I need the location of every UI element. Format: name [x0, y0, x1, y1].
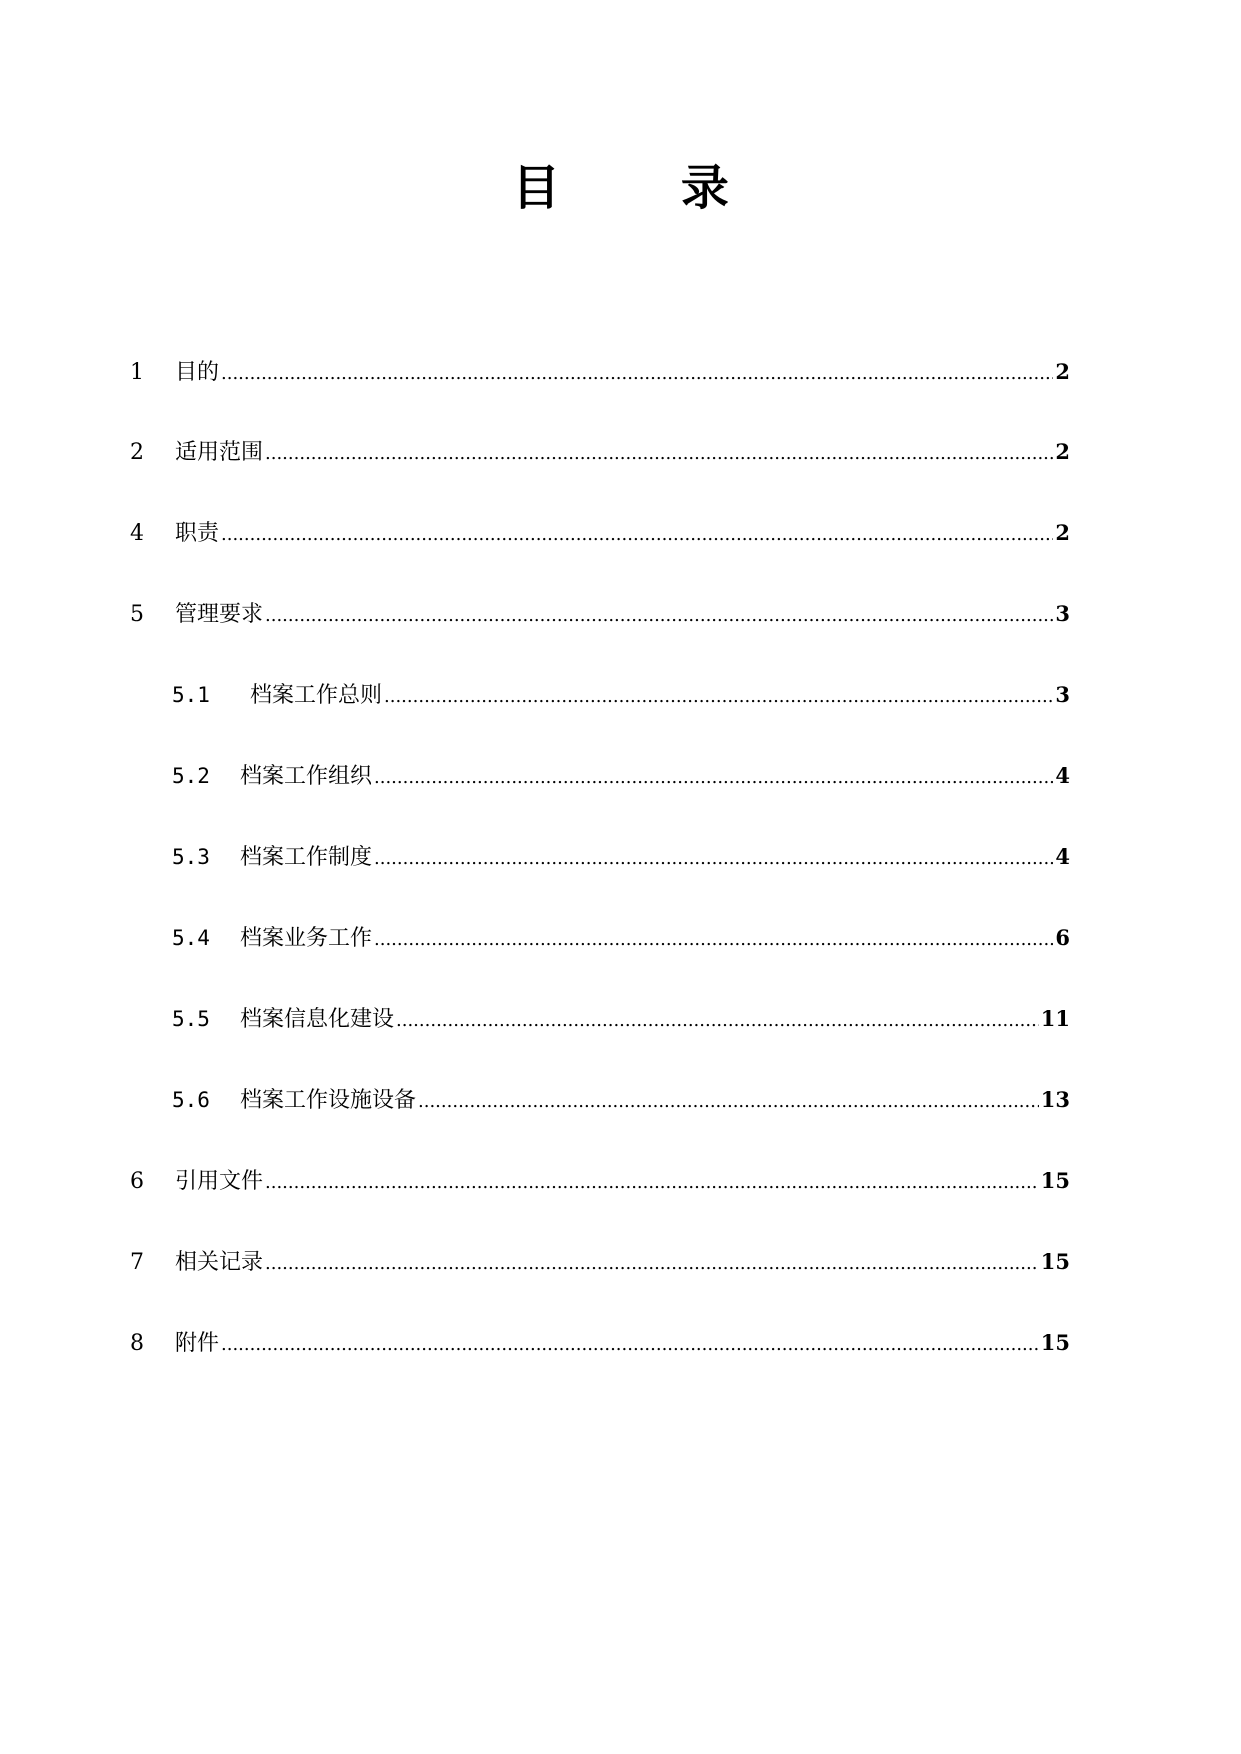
toc-entry[interactable]	[172, 841, 1070, 873]
toc-leader-dots	[265, 600, 1053, 632]
toc-entry-page: 15	[1040, 1330, 1070, 1355]
toc-entry-label: 档案工作设施设备	[240, 1088, 417, 1113]
toc-entry-number: 5.4	[172, 926, 210, 950]
toc-entry-label: 档案工作总则	[250, 683, 383, 708]
toc-leader-dots	[374, 843, 1053, 875]
toc-entry[interactable]	[130, 1327, 1070, 1359]
toc-leader-dots	[265, 1248, 1039, 1280]
toc-entry[interactable]	[130, 356, 1070, 388]
toc-entry-label: 档案业务工作	[240, 926, 373, 951]
toc-entry-number: 8	[130, 1331, 144, 1356]
toc-entry-number: 2	[130, 440, 144, 465]
toc-leader-dots	[374, 762, 1053, 794]
toc-entry-page: 15	[1040, 1249, 1070, 1274]
toc-entry-page: 3	[1055, 682, 1070, 707]
toc-entry-number: 5.2	[172, 764, 210, 788]
toc-entry-label: 档案工作组织	[240, 764, 373, 789]
toc-entry-number: 5.1	[172, 683, 210, 707]
toc-entry-page: 2	[1055, 359, 1070, 384]
toc-entry-label: 目的	[175, 360, 220, 385]
toc-leader-dots	[418, 1086, 1039, 1118]
toc-entry-page: 11	[1040, 1006, 1070, 1031]
toc-entry-label: 相关记录	[175, 1250, 264, 1275]
toc-entry-number: 5.5	[172, 1007, 210, 1031]
toc-entry-number: 6	[130, 1169, 144, 1194]
toc-entry[interactable]	[130, 1246, 1070, 1278]
toc-entry-number: 5	[130, 602, 144, 627]
toc-entry[interactable]	[130, 436, 1070, 468]
toc-entry[interactable]	[172, 760, 1070, 792]
toc-title: 目 录	[512, 160, 781, 216]
toc-entry-number: 4	[130, 521, 144, 546]
toc-entry[interactable]	[172, 1084, 1070, 1116]
toc-entry[interactable]	[172, 679, 1070, 711]
toc-entry-page: 6	[1055, 925, 1070, 950]
toc-entry-page: 4	[1055, 763, 1070, 788]
toc-entry-page: 2	[1055, 439, 1070, 464]
toc-leader-dots	[221, 358, 1053, 390]
toc-leader-dots	[396, 1005, 1039, 1037]
toc-leader-dots	[221, 519, 1053, 551]
toc-entry[interactable]	[172, 922, 1070, 954]
toc-leader-dots	[374, 924, 1053, 956]
toc-entry-label: 适用范围	[175, 440, 264, 465]
toc-leader-dots	[265, 1167, 1039, 1199]
toc-leader-dots	[265, 438, 1053, 470]
toc-entry-page: 15	[1040, 1168, 1070, 1193]
toc-entry-label: 引用文件	[175, 1169, 264, 1194]
toc-entry-label: 管理要求	[175, 602, 264, 627]
toc-entry[interactable]	[130, 517, 1070, 549]
toc-entry-page: 3	[1055, 601, 1070, 626]
toc-entry-number: 7	[130, 1250, 144, 1275]
toc-entry-page: 4	[1055, 844, 1070, 869]
toc-entry[interactable]	[130, 1165, 1070, 1197]
toc-entry-page: 13	[1040, 1087, 1070, 1112]
toc-leader-dots	[384, 681, 1053, 713]
toc-entry-label: 职责	[175, 521, 220, 546]
toc-entry-label: 档案工作制度	[240, 845, 373, 870]
toc-entry[interactable]	[172, 1003, 1070, 1035]
toc-entry-number: 1	[130, 360, 144, 385]
toc-entry-number: 5.6	[172, 1088, 210, 1112]
toc-entry-label: 档案信息化建设	[240, 1007, 395, 1032]
toc-entry[interactable]	[130, 598, 1070, 630]
toc-leader-dots	[221, 1329, 1039, 1361]
toc-entry-number: 5.3	[172, 845, 210, 869]
toc-entry-page: 2	[1055, 520, 1070, 545]
toc-entry-label: 附件	[175, 1331, 220, 1356]
